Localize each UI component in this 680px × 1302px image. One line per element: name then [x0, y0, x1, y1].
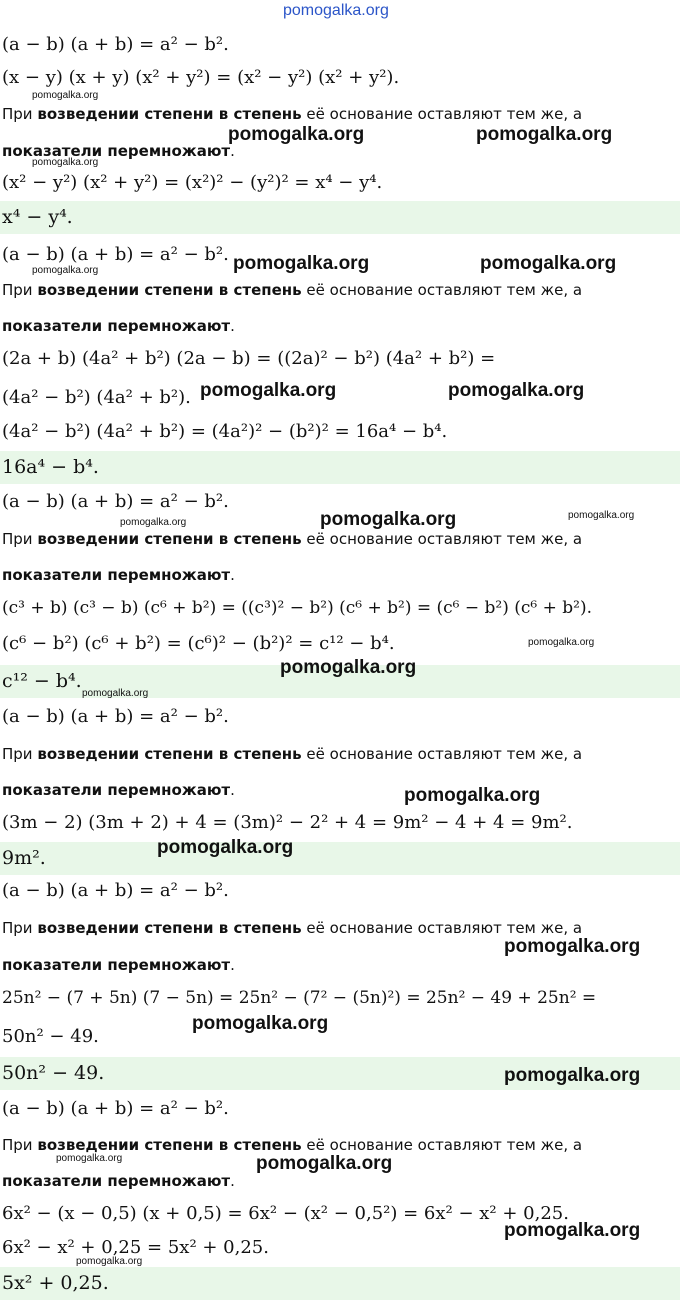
solution-line: (c⁶ − b²) (c⁶ + b²) = (c⁶)² − (b²)² = c¹² − b⁴.	[2, 633, 395, 654]
site-watermark: pomogalka.org	[480, 253, 617, 274]
answer-value: 50n² − 49.	[2, 1062, 105, 1084]
site-watermark: pomogalka.org	[32, 265, 99, 276]
site-watermark: pomogalka.org	[404, 785, 541, 806]
solution-line: (x − y) (x + y) (x² + y²) = (x² − y²) (x² + y²).	[2, 67, 400, 88]
rule-text-line-2: показатели перемножают.	[2, 1172, 235, 1190]
site-watermark: pomogalka.org	[504, 1065, 641, 1086]
solution-line: (c³ + b) (c³ − b) (c⁶ + b²) = ((c³)² − b²) (c⁶ + b²) = (c⁶ − b²) (c⁶ + b²).	[2, 598, 593, 618]
site-watermark: pomogalka.org	[528, 637, 595, 648]
site-watermark: pomogalka.org	[32, 157, 99, 168]
formula-line: (a − b) (a + b) = a² − b².	[2, 244, 229, 265]
site-watermark: pomogalka.org	[280, 657, 417, 678]
site-watermark: pomogalka.org	[228, 124, 365, 145]
solution-line: 50n² − 49.	[2, 1026, 99, 1047]
site-watermark: pomogalka.org	[82, 688, 149, 699]
formula-line: (a − b) (a + b) = a² − b².	[2, 1098, 229, 1119]
rule-text-line-2: показатели перемножают.	[2, 566, 235, 584]
rule-text-line-1: При возведении степени в степень её основание оставляют тем же, а	[2, 919, 583, 937]
site-watermark: pomogalka.org	[568, 510, 635, 521]
answer-value: x⁴ − y⁴.	[2, 206, 73, 228]
site-watermark: pomogalka.org	[157, 837, 294, 858]
rule-text-line-2: показатели перемножают.	[2, 317, 235, 335]
solution-line: (4a² − b²) (4a² + b²) = (4a²)² − (b²)² = 16a⁴ − b⁴.	[2, 421, 448, 442]
answer-value: 5x² + 0,25.	[2, 1272, 109, 1294]
answer-value: 9m².	[2, 847, 46, 869]
rule-text-line-2: показатели перемножают.	[2, 956, 235, 974]
solution-line: (2a + b) (4a² + b²) (2a − b) = ((2a)² − b²) (4a² + b²) =	[2, 348, 496, 369]
rule-text-line-1: При возведении степени в степень её основание оставляют тем же, а	[2, 105, 583, 123]
site-watermark: pomogalka.org	[192, 1013, 329, 1034]
site-watermark: pomogalka.org	[76, 1256, 143, 1267]
answer-box	[0, 842, 680, 875]
answer-value: c¹² − b⁴.	[2, 670, 82, 692]
rule-text-line-2: показатели перемножают.	[2, 781, 235, 799]
answer-box	[0, 451, 680, 484]
site-watermark: pomogalka.org	[504, 936, 641, 957]
site-watermark: pomogalka.org	[120, 517, 187, 528]
solution-line: 6x² − x² + 0,25 = 5x² + 0,25.	[2, 1237, 269, 1258]
site-watermark: pomogalka.org	[256, 1153, 393, 1174]
rule-text-line-2: показатели перемножают.	[2, 142, 235, 160]
site-watermark: pomogalka.org	[200, 380, 337, 401]
answer-box	[0, 201, 680, 234]
solution-line: 6x² − (x − 0,5) (x + 0,5) = 6x² − (x² − 0,5²) = 6x² − x² + 0,25.	[2, 1203, 569, 1224]
solution-line: 25n² − (7 + 5n) (7 − 5n) = 25n² − (7² − (5n)²) = 25n² − 49 + 25n² =	[2, 988, 597, 1008]
answer-box	[0, 1267, 680, 1300]
solution-line: (3m − 2) (3m + 2) + 4 = (3m)² − 2² + 4 = 9m² − 4 + 4 = 9m².	[2, 812, 573, 833]
site-watermark: pomogalka.org	[504, 1220, 641, 1241]
formula-line: (a − b) (a + b) = a² − b².	[2, 34, 229, 55]
site-watermark: pomogalka.org	[448, 380, 585, 401]
site-watermark: pomogalka.org	[233, 253, 370, 274]
formula-line: (a − b) (a + b) = a² − b².	[2, 880, 229, 901]
formula-line: (a − b) (a + b) = a² − b².	[2, 706, 229, 727]
site-watermark: pomogalka.org	[32, 90, 99, 101]
rule-text-line-1: При возведении степени в степень её основание оставляют тем же, а	[2, 530, 583, 548]
site-watermark: pomogalka.org	[56, 1153, 123, 1164]
site-watermark: pomogalka.org	[320, 509, 457, 530]
site-watermark: pomogalka.org	[476, 124, 613, 145]
formula-line: (a − b) (a + b) = a² − b².	[2, 491, 229, 512]
answer-value: 16a⁴ − b⁴.	[2, 456, 99, 478]
rule-text-line-1: При возведении степени в степень её основание оставляют тем же, а	[2, 745, 583, 763]
site-watermark-top[interactable]: pomogalka.org	[283, 2, 389, 19]
solution-line: (x² − y²) (x² + y²) = (x²)² − (y²)² = x⁴ − y⁴.	[2, 172, 383, 193]
solution-line: (4a² − b²) (4a² + b²).	[2, 387, 191, 408]
rule-text-line-1: При возведении степени в степень её основание оставляют тем же, а	[2, 1136, 583, 1154]
rule-text-line-1: При возведении степени в степень её основание оставляют тем же, а	[2, 281, 583, 299]
